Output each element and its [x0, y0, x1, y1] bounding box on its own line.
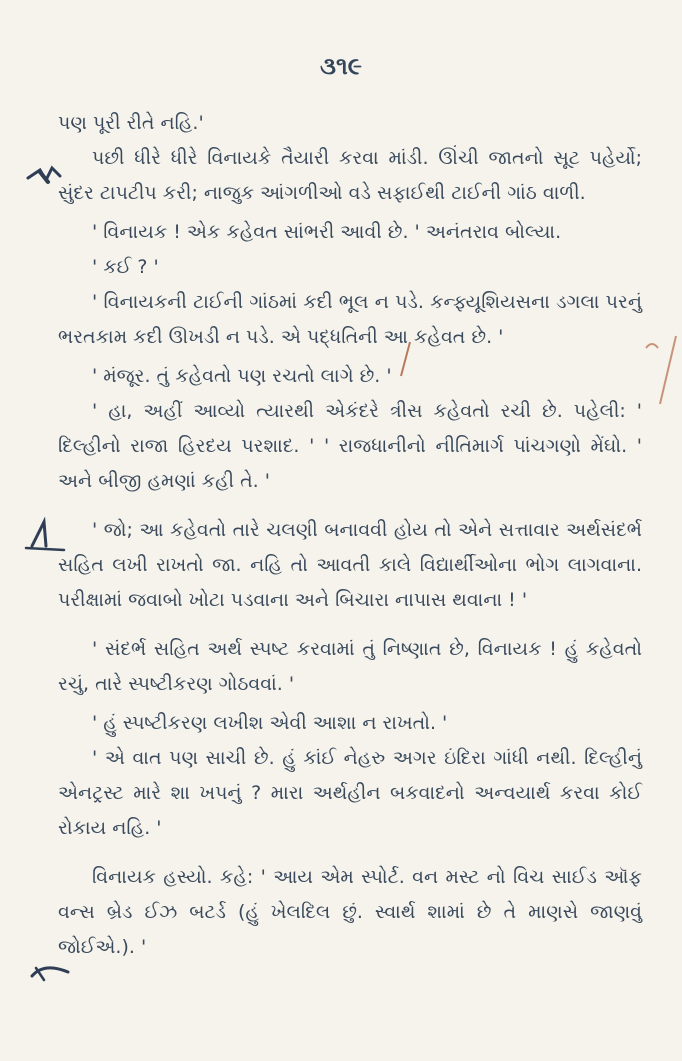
pencil-stroke-icon: [640, 330, 680, 410]
paragraph: ' હા, અહીં આવ્યો ત્યારથી એકંદરે ત્રીસ કહેવતો રચી છે. પહેલી: ' દિલ્હીનો રાજા હિરદય પરશાદ. ' ' રાજધાનીનો નીતિમાર્ગ પાંચગણો મેંઘો. ' અને બીજી હમણાં કહી તે. ': [58, 400, 642, 492]
page-number: ૩૧૯: [320, 52, 362, 80]
paragraph: પછી ધીરે ધીરે વિનાયકે તૈયારી કરવા માંડી. ઊંચી જાતનો સૂટ પહેર્યો; સુંદર ટાપટીપ કરી; નાજુક આંગળીઓ વડે સફાઈથી ટાઈની ગાંઠ વાળી.: [58, 147, 642, 204]
paragraph: ' કઈ ? ': [92, 256, 159, 278]
paragraph: વિનાયક હસ્યો. કહે: ' આય એમ સ્પોર્ટ. વન મસ્ટ નો વિચ સાઈડ ઑફ વન્સ બ્રેડ ઈઝ બટર્ડ (હું ખેલદિલ છું. સ્વાર્થ શામાં છે તે માણસે જાણવું જોઈએ.). ': [58, 866, 642, 958]
paragraph: ' મંજૂર. તું કહેવતો પણ રચતો લાગે છે. ': [92, 365, 392, 387]
paragraph: ' જો; આ કહેવતો તારે ચલણી બનાવવી હોય તો એને સત્તાવાર અર્થસંદર્ભ સહિત લખી રાખતો જા. નહિ તો આવતી કાલે વિદ્યાર્થીઓના ભોગ લાગવાના. પરીક્ષામાં જવાબો ખોટા પડવાના અને બિચારા નાપાસ થવાના ! ': [58, 519, 642, 611]
page-body: [58, 106, 642, 965]
paragraph: ' વિનાયકની ટાઈની ગાંઠમાં કદી ભૂલ ન પડે. કન્ફ્યૂશિયસના ડગલા પરનું ભરતકામ કદી ઊખડી ન પડે. એ પદ્ધતિની આ કહેવત છે. ': [58, 291, 642, 348]
paragraph: પણ પૂરી રીતે નહિ.': [58, 112, 204, 134]
paragraph: ' એ વાત પણ સાચી છે. હું કાંઈ નેહરુ અગર ઇંદિરા ગાંધી નથી. દિલ્હીનું એનટ્રસ્ટ મારે શા ખપનું ? મારા અર્થહીન બકવાદનો અન્વયાર્થ કરવા કોઈ રોકાય નહિ. ': [58, 747, 642, 839]
paragraph: ' સંદર્ભ સહિત અર્થ સ્પષ્ટ કરવામાં તું નિષ્ણાત છે, વિનાયક ! હું કહેવતો રચું, તારે સ્પષ્ટીકરણ ગોઠવવાં. ': [58, 638, 642, 695]
paragraph: ' વિનાયક ! એક કહેવત સાંભરી આવી છે. ' અનંતરાવ બોલ્યા.: [92, 221, 562, 243]
paragraph: ' હું સ્પષ્ટીકરણ લખીશ એવી આશા ન રાખતો. ': [92, 712, 448, 734]
